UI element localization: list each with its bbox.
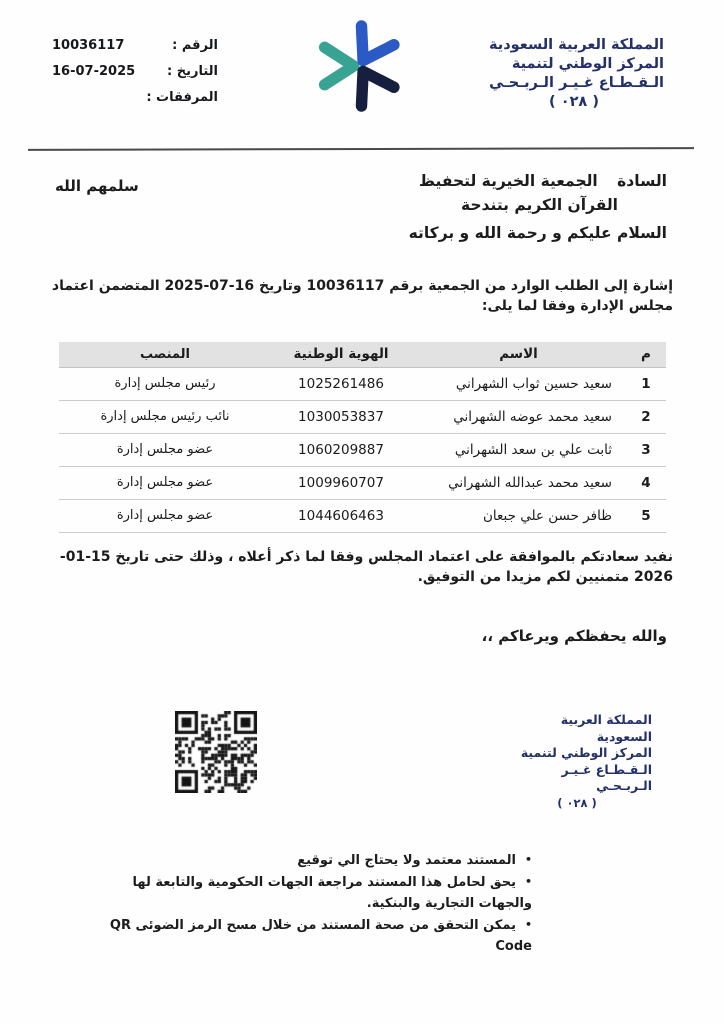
cell-position: عضو مجلس إدارة: [59, 499, 271, 532]
cell-no: 4: [626, 466, 666, 499]
cell-national-id: 1009960707: [271, 466, 411, 499]
cell-position: عضو مجلس إدارة: [59, 466, 271, 499]
farewell-line: والله يحفظكم ويرعاكم ،،: [481, 627, 667, 645]
table-row: [59, 400, 666, 433]
org-line-country: المملكة العربية السعودية: [489, 37, 664, 53]
cell-national-id: 1044606463: [271, 499, 411, 532]
recipient-name-part1: الجمعية الخيرية لتحفيظ: [418, 172, 598, 190]
board-members-table: [59, 342, 666, 533]
note-item: • يحق لحامل هذا المستند مراجعة الجهات الحكومية والتابعة لها والجهات التجارية والبنكية.: [102, 871, 532, 914]
cell-no: 5: [626, 499, 666, 532]
reference-block: [52, 38, 218, 116]
header-name: الاسم: [411, 342, 626, 367]
cell-no: 3: [626, 433, 666, 466]
ref-date-value: 16-07-2025: [52, 64, 136, 79]
ncnp-star-logo-icon: [308, 14, 412, 118]
cell-national-id: 1025261486: [271, 367, 411, 400]
recipient-blessing: سلمهم الله: [55, 177, 139, 195]
ref-attachments-row: [52, 90, 218, 116]
cell-no: 1: [626, 367, 666, 400]
table-body: [59, 367, 666, 532]
table-row: [59, 433, 666, 466]
org-line-center: المركز الوطني لتنمية: [511, 56, 664, 72]
recipient-name-part2: القرآن الكريم بتندحة: [460, 196, 618, 214]
ref-number-value: 10036117: [52, 38, 125, 53]
header-divider: [28, 147, 694, 151]
logo-teal-chevron: [325, 47, 354, 84]
cell-national-id: 1030053837: [271, 400, 411, 433]
intro-paragraph: إشارة إلى الطلب الوارد من الجمعية برقم 10036117 وتاريخ 16-07-2025 المتضمن اعتماد مجلس الإدارة وفقا لما يلى:: [51, 278, 673, 314]
org-line-sector: الـقـطـاع غـيـر الـربـحـي: [489, 75, 664, 91]
header-position: المنصب: [59, 342, 271, 367]
qr-code: [175, 711, 257, 793]
footer-org-line-code: ( ٠٢٨ ): [557, 795, 597, 810]
cell-name: سعيد محمد عبدالله الشهراني: [411, 466, 626, 499]
cell-name: ظافر حسن علي جبعان: [411, 499, 626, 532]
recipient-line1: [419, 172, 667, 190]
cell-name: سعيد محمد عوضه الشهراني: [411, 400, 626, 433]
cell-national-id: 1060209887: [271, 433, 411, 466]
org-footer-block: [502, 712, 652, 811]
table-row: [59, 466, 666, 499]
cell-position: نائب رئيس مجلس إدارة: [59, 400, 271, 433]
table-header: [59, 342, 666, 367]
ref-attachments-label: المرفقات :: [146, 90, 218, 105]
footer-org-line-center: المركز الوطني لتنمية: [520, 745, 652, 760]
org-header-block: [484, 36, 664, 112]
cell-position: عضو مجلس إدارة: [59, 433, 271, 466]
ref-number-row: [52, 38, 218, 64]
ref-date-label: التاريخ :: [167, 64, 218, 79]
salutation: السلام عليكم و رحمة الله و بركاته: [408, 224, 667, 242]
footer-org-line-sector: الـقـطـاع غـيـر الـربـحـي: [561, 761, 652, 793]
header-no: م: [626, 342, 666, 367]
note-item: • يمكن التحقق من صحة المستند من خلال مسح الرمز الضوئى QR Code: [102, 914, 532, 957]
recipient-title: السادة: [617, 172, 667, 190]
org-line-code: ( ٠٢٨ ): [549, 94, 599, 110]
header-national-id: الهوية الوطنية: [271, 342, 411, 367]
document-notes: [102, 849, 532, 957]
ref-number-label: الرقم :: [172, 38, 218, 53]
cell-name: ثابت علي بن سعد الشهراني: [411, 433, 626, 466]
approval-paragraph: نفيد سعادتكم بالموافقة على اعتماد المجلس وفقا لما ذكر أعلاه ، وذلك حتى تاريخ 15-01-2026 متمنيين لكم مزيدا من التوفيق.: [59, 549, 673, 585]
note-item: • المستند معتمد ولا يحتاج الي توقيع: [102, 849, 532, 871]
ref-date-row: [52, 64, 218, 90]
cell-position: رئيس مجلس إدارة: [59, 367, 271, 400]
table-row: [59, 367, 666, 400]
table-row: [59, 499, 666, 532]
table-header-row: [59, 342, 666, 367]
footer-org-line-country: المملكة العربية السعودية: [560, 712, 652, 744]
cell-no: 2: [626, 400, 666, 433]
cell-name: سعيد حسين ثواب الشهراني: [411, 367, 626, 400]
